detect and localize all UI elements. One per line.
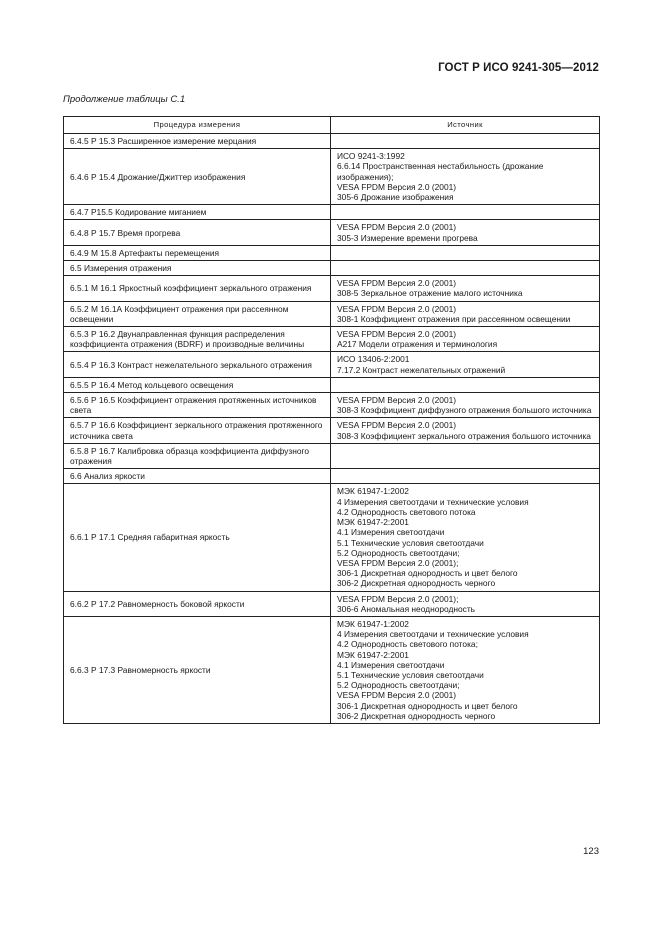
table-section-row [64,261,600,276]
table-row [64,134,600,149]
table-row [64,245,600,260]
source-cell [331,469,600,484]
source-cell [331,418,600,443]
source-line: МЭК 61947-2:2001 [337,517,409,528]
table-row [64,377,600,392]
procedure-cell: 6.5.4 Р 16.3 Контраст нежелательного зеркального отражения [64,352,331,377]
source-line: 306-2 Дискретная однородность черного [337,578,496,589]
source-line: 4.2 Однородность светового потока; [337,639,478,650]
procedure-cell: 6.5 Измерения отражения [64,261,331,276]
procedure-cell: 6.5.7 Р 16.6 Коэффициент зеркального отражения протяженного источника света [64,418,331,443]
source-line: 306-1 Дискретная однородность и цвет белого [337,700,518,711]
source-line: МЭК 61947-2:2001 [337,649,409,660]
source-line: VESA FPDM Версия 2.0 (2001) [337,181,457,192]
source-line: VESA FPDM Версия 2.0 (2001) [337,278,457,289]
source-cell [331,220,600,245]
source-line: 4.1 Измерения светоотдачи [337,659,445,670]
source-line: 306-1 Дискретная однородность и цвет белого [337,568,518,579]
source-line: 308-1 Коэффициент отражения при рассеянном освещении [337,313,571,324]
procedure-cell: 6.5.8 Р 16.7 Калибровка образца коэффициента диффузного отражения [64,443,331,468]
source-cell [331,261,600,276]
source-cell [331,443,600,468]
source-line: 305-3 Измерение времени прогрева [337,232,478,243]
source-line: 6.6.14 Пространственная нестабильность (дрожание изображения); [337,161,544,182]
table-row [64,220,600,245]
source-line: VESA FPDM Версия 2.0 (2001); [337,557,459,568]
source-line: 4 Измерения светоотдачи и технические условия [337,629,529,640]
source-line: 308-3 Коэффициент диффузного отражения большого источника [337,405,592,416]
source-line: 4 Измерения светоотдачи и технические условия [337,496,529,507]
procedure-cell: 6.5.2 М 16.1А Коэффициент отражения при рассеянном освещении [64,301,331,326]
source-cell [331,134,600,149]
procedure-cell: 6.6.2 Р 17.2 Равномерность боковой яркости [64,591,331,616]
source-line: VESA FPDM Версия 2.0 (2001) [337,222,457,233]
source-line: 306-2 Дискретная однородность черного [337,710,496,721]
column-header-procedure: Процедура измерения [64,117,331,134]
table-row [64,484,600,591]
procedure-cell: 6.5.1 М 16.1 Яркостный коэффициент зеркального отражения [64,276,331,301]
procedure-cell: 6.4.9 М 15.8 Артефакты перемещения [64,245,331,260]
source-line: ИСО 9241-3:1992 [337,151,405,162]
source-line: 4.1 Измерения светоотдачи [337,527,445,538]
source-line: 308-3 Коэффициент зеркального отражения большого источника [337,430,591,441]
table-row [64,327,600,352]
source-line: VESA FPDM Версия 2.0 (2001) [337,395,457,406]
source-cell [331,149,600,205]
table-row [64,205,600,220]
table-row [64,591,600,616]
source-cell [331,205,600,220]
column-header-source: Источник [331,117,600,134]
source-line: 4.2 Однородность светового потока [337,506,476,517]
source-line: VESA FPDM Версия 2.0 (2001) [337,303,457,314]
source-cell [331,616,600,723]
source-cell [331,301,600,326]
source-line: VESA FPDM Версия 2.0 (2001) [337,420,457,431]
source-line: VESA FPDM Версия 2.0 (2001) [337,690,457,701]
table-caption: Продолжение таблицы С.1 [63,94,186,105]
source-cell [331,377,600,392]
standard-code-header: ГОСТ Р ИСО 9241-305—2012 [438,62,599,74]
table-row [64,352,600,377]
source-line: МЭК 61947-1:2002 [337,486,409,497]
table-header-row [64,117,600,134]
table-row [64,276,600,301]
source-cell [331,352,600,377]
table-row [64,616,600,723]
procedure-cell: 6.5.6 Р 16.5 Коэффициент отражения протяженных источников света [64,393,331,418]
source-cell [331,245,600,260]
source-line: VESA FPDM Версия 2.0 (2001); [337,593,459,604]
procedure-cell: 6.4.6 Р 15.4 Дрожание/Джиттер изображения [64,149,331,205]
procedure-cell: 6.5.3 Р 16.2 Двунаправленная функция распределения коэффициента отражения (BDRF) и производные величины [64,327,331,352]
table-body [64,134,600,724]
source-line: 5.2 Однородность светоотдачи; [337,680,460,691]
table-section-row [64,469,600,484]
source-line: ИСО 13406-2:2001 [337,354,410,365]
table-row [64,418,600,443]
page-number: 123 [583,846,599,857]
measurement-table [63,116,600,724]
procedure-cell: 6.4.5 Р 15.3 Расширенное измерение мерцания [64,134,331,149]
procedure-cell: 6.5.5 Р 16.4 Метод кольцевого освещения [64,377,331,392]
source-cell [331,591,600,616]
source-line: 308-5 Зеркальное отражение малого источника [337,288,523,299]
source-line: 305-6 Дрожание изображения [337,192,454,203]
table-row [64,393,600,418]
source-line: 306-6 Аномальная неоднородность [337,603,476,614]
table-row [64,301,600,326]
source-cell [331,327,600,352]
procedure-cell: 6.4.7 Р15.5 Кодирование миганием [64,205,331,220]
source-cell [331,276,600,301]
procedure-cell: 6.6 Анализ яркости [64,469,331,484]
procedure-cell: 6.4.8 Р 15.7 Время прогрева [64,220,331,245]
source-line: 7.17.2 Контраст нежелательных отражений [337,364,506,375]
source-line: 5.1 Технические условия светоотдачи [337,537,484,548]
source-line: А217 Модели отражения и терминология [337,339,498,350]
source-line: VESA FPDM Версия 2.0 (2001) [337,329,457,340]
procedure-cell: 6.6.3 Р 17.3 Равномерность яркости [64,616,331,723]
table-row [64,443,600,468]
source-line: МЭК 61947-1:2002 [337,618,409,629]
source-cell [331,393,600,418]
source-cell [331,484,600,591]
procedure-cell: 6.6.1 Р 17.1 Средняя габаритная яркость [64,484,331,591]
source-line: 5.2 Однородность светоотдачи; [337,547,460,558]
source-line: 5.1 Технические условия светоотдачи [337,669,484,680]
table-row [64,149,600,205]
